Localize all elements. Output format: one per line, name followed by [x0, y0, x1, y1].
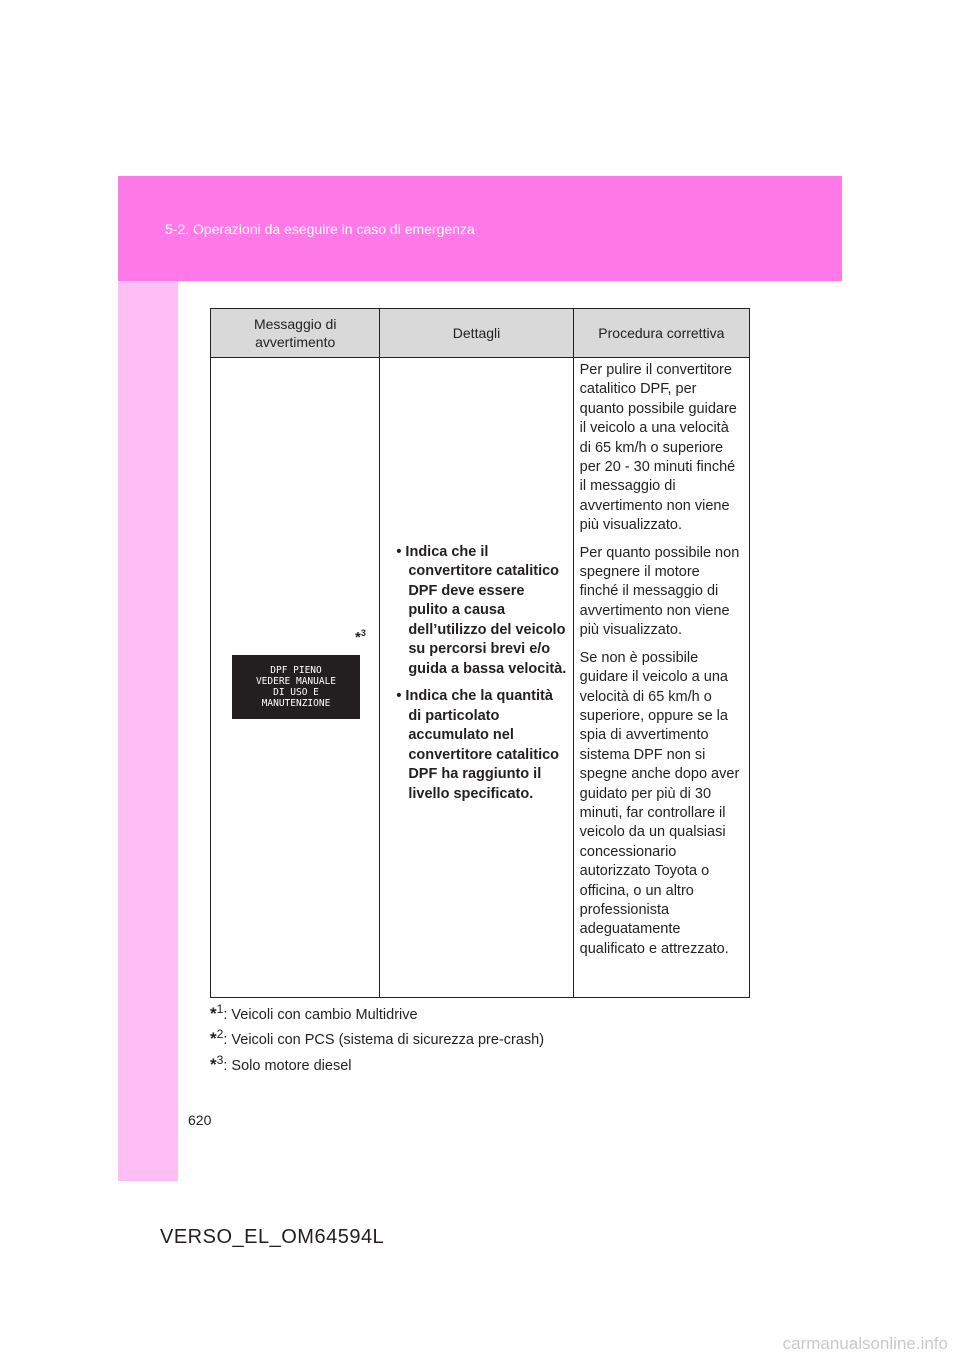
page-number: 620 — [188, 1112, 212, 1128]
column-header-message: Messaggio di avvertimento — [211, 309, 380, 357]
message-cell — [211, 358, 380, 997]
table-row — [211, 358, 749, 997]
procedure-cell — [574, 358, 749, 997]
watermark: carmanualsonline.info — [782, 1334, 948, 1353]
diesel-only-marker: *$^3$ — [355, 628, 366, 646]
footnote: *$^3$: Solo motore diesel — [210, 1052, 352, 1074]
footnotes — [210, 1000, 544, 1076]
details-item: • Indica che il convertitore catalitico DPF deve essere pulito a causa dell’utilizzo del veicolo su percorsi brevi e/o guida a bassa velocità. — [396, 543, 567, 677]
display-line: DI USO E — [273, 687, 319, 698]
display-line: MANUTENZIONE — [261, 698, 331, 709]
section-title: 5-2. Operazioni da eseguire in caso di emergenza — [165, 221, 475, 237]
display-line: DPF PIENO — [270, 665, 322, 676]
table-header — [211, 309, 749, 358]
footnote: *$^2$: Veicoli con PCS (sistema di sicurezza pre-crash) — [210, 1027, 545, 1049]
warning-table — [210, 308, 750, 998]
footnote: *$^1$: Veicoli con cambio Multidrive — [210, 1002, 418, 1023]
column-header-procedure: Procedura correttiva — [598, 325, 725, 341]
procedure-paragraph: Per pulire il convertitore catalitico DPF, per quanto possibile guidare il veicolo a una velocità di 65 km/h o superiore per 20 - 30 minuti finché il messaggio di avvertimento non viene più visualizzato. — [579, 362, 737, 534]
details-item: • Indica che la quantità di particolato accumulato nel convertitore catalitico DPF ha raggiunto il livello specificato. — [396, 688, 560, 802]
details-cell — [380, 358, 573, 997]
column-header-details: Dettagli — [380, 309, 573, 357]
side-band — [118, 281, 178, 1181]
dpf-warning-display — [232, 655, 360, 719]
display-line: VEDERE MANUALE — [255, 676, 337, 687]
procedure-paragraph: Per quanto possibile non spegnere il motore finché il messaggio di avvertimento non viene più visualizzato. — [579, 544, 740, 639]
document-code: VERSO_EL_OM64594L — [160, 1226, 385, 1248]
procedure-paragraph: Se non è possibile guidare il veicolo a una velocità di 65 km/h o superiore, oppure se la spia di avvertimento sistema DPF non si spegne anche dopo aver guidato per più di 30 minuti, far controllare il veicolo da un qualsiasi concessionario autorizzato Toyota o officina, o un altro professionista adeguatamente qualificato e attrezzato. — [579, 649, 740, 957]
